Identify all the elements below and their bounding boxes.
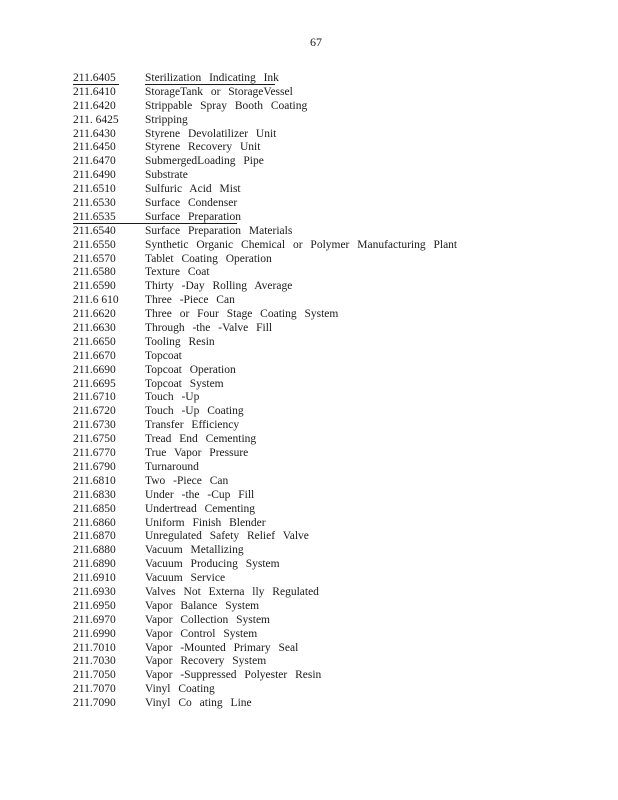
section-code: 211.6630 [73, 322, 116, 335]
list-item [73, 280, 593, 294]
section-code: 211.6580 [73, 266, 116, 279]
list-item [73, 447, 593, 461]
section-code: 211.6410 [73, 85, 116, 98]
section-code: 211.6695 [73, 377, 116, 390]
list-item [73, 391, 593, 405]
defined-term: Synthetic Organic Chemical or Polymer Manufacturing Plant [145, 238, 458, 251]
defined-term: Styrene Devolatilizer Unit [145, 127, 277, 140]
list-item [73, 405, 593, 419]
section-code: 211.6770 [73, 447, 116, 460]
section-code: 211.6710 [73, 391, 116, 404]
list-item [73, 489, 593, 503]
defined-term: True Vapor Pressure [145, 447, 249, 460]
list-item [73, 183, 593, 197]
list-item [73, 308, 593, 322]
list-item [73, 544, 593, 558]
section-code: 211.6620 [73, 308, 116, 321]
list-item [73, 572, 593, 586]
list-item [73, 239, 593, 253]
list-item [73, 378, 593, 392]
list-item [73, 253, 593, 267]
list-item [73, 655, 593, 669]
list-item [73, 336, 593, 350]
defined-term: Thirty -Day Rolling Average [145, 280, 293, 293]
defined-term: Touch -Up [145, 391, 200, 404]
section-code: 211.6510 [73, 183, 116, 196]
section-code: 211.6590 [73, 280, 116, 293]
defined-term: Tooling Resin [145, 335, 215, 348]
list-item [73, 350, 593, 364]
section-code: 211.6970 [73, 613, 116, 626]
section-code: 211.7050 [73, 669, 116, 682]
list-item [73, 475, 593, 489]
section-code: 211.7030 [73, 655, 116, 668]
section-code: 211.6550 [73, 238, 116, 251]
defined-term: Vapor Recovery System [145, 655, 267, 668]
defined-term: Vapor Balance System [145, 599, 260, 612]
section-code: 211.7090 [73, 697, 116, 710]
defined-term: Texture Coat [145, 266, 210, 279]
section-code: 211.6730 [73, 419, 116, 432]
defined-term: Surface Preparation Materials [145, 224, 293, 237]
section-code: 211.6530 [73, 197, 116, 210]
list-item [73, 433, 593, 447]
defined-term: Surface Preparation [145, 210, 242, 223]
section-code: 211.6880 [73, 544, 116, 557]
defined-term: Valves Not Externa lly Regulated [145, 585, 319, 598]
section-code: 211.6670 [73, 349, 116, 362]
defined-term: Uniform Finish Blender [145, 516, 266, 529]
section-code: 211.6535 [73, 210, 116, 223]
section-code: 211.6870 [73, 530, 116, 543]
defined-term: Vacuum Service [145, 572, 226, 585]
section-code: 211.6430 [73, 127, 116, 140]
list-item [73, 294, 593, 308]
list-item [73, 128, 593, 142]
defined-term: Tablet Coating Operation [145, 252, 272, 265]
defined-term: Topcoat [145, 349, 182, 362]
section-code: 211.6690 [73, 363, 116, 376]
list-item [73, 211, 593, 225]
defined-term: Surface Condenser [145, 197, 238, 210]
defined-term: Undertread Cementing [145, 502, 256, 515]
defined-term: Vapor -Suppressed Polyester Resin [145, 669, 322, 682]
section-code: 211.6720 [73, 405, 116, 418]
list-item [73, 225, 593, 239]
section-code: 211.6570 [73, 252, 116, 265]
section-code: 211.6860 [73, 516, 116, 529]
list-item [73, 169, 593, 183]
section-code: 211.6790 [73, 460, 116, 473]
defined-term: Vapor -Mounted Primary Seal [145, 641, 299, 654]
defined-term: SubmergedLoading Pipe [145, 155, 264, 168]
defined-term: Unregulated Safety Relief Valve [145, 530, 309, 543]
list-item [73, 600, 593, 614]
list-item [73, 461, 593, 475]
defined-term: Turnaround [145, 460, 199, 473]
page-number: 67 [310, 35, 322, 49]
defined-term: Three -Piece Can [145, 294, 235, 307]
defined-term: Vapor Control System [145, 627, 258, 640]
defined-term: Three or Four Stage Coating System [145, 308, 339, 321]
defined-term: Through -the -Valve Fill [145, 322, 273, 335]
list-item [73, 669, 593, 683]
section-code: 211.6950 [73, 599, 116, 612]
defined-term: Vapor Collection System [145, 613, 270, 626]
defined-term: Strippable Spray Booth Coating [145, 99, 308, 112]
defined-term: Styrene Recovery Unit [145, 141, 261, 154]
list-item [73, 503, 593, 517]
defined-term: Vacuum Producing System [145, 558, 280, 571]
section-code: 211.6420 [73, 99, 116, 112]
section-code: 211.6990 [73, 627, 116, 640]
defined-term: Tread End Cementing [145, 433, 257, 446]
list-item [73, 155, 593, 169]
section-code: 211. 6425 [73, 113, 119, 126]
section-code: 211.6910 [73, 572, 116, 585]
section-code: 211.6450 [73, 141, 116, 154]
defined-term: Topcoat Operation [145, 363, 236, 376]
defined-term: Substrate [145, 169, 188, 182]
list-item [73, 100, 593, 114]
section-code: 211.7070 [73, 683, 116, 696]
list-item [73, 141, 593, 155]
defined-term: Topcoat System [145, 377, 224, 390]
section-code: 211.6 610 [73, 294, 119, 307]
section-code: 211.6470 [73, 155, 116, 168]
list-item [73, 683, 593, 697]
defined-term: Two -Piece Can [145, 474, 229, 487]
section-code: 211.6650 [73, 335, 116, 348]
defined-term: Vacuum Metallizing [145, 544, 244, 557]
defined-term: Transfer Efficiency [145, 419, 240, 432]
list-item [73, 266, 593, 280]
list-item [73, 197, 593, 211]
list-item [73, 697, 593, 711]
section-code: 211.6830 [73, 488, 116, 501]
defined-term: Vinyl Co ating Line [145, 697, 252, 710]
section-code: 211.6405 [73, 72, 116, 84]
list-item [73, 364, 593, 378]
list-item [73, 72, 593, 86]
defined-term: Under -the -Cup Fill [145, 488, 255, 501]
list-item [73, 614, 593, 628]
list-item [73, 114, 593, 128]
defined-term: Vinyl Coating [145, 683, 215, 696]
list-item [73, 517, 593, 531]
section-code: 211.6850 [73, 502, 116, 515]
section-code: 211.6750 [73, 433, 116, 446]
defined-term: Touch -Up Coating [145, 405, 244, 418]
section-code: 211.6540 [73, 224, 116, 237]
list-item [73, 558, 593, 572]
defined-term: Stripping [145, 113, 188, 126]
list-item [73, 586, 593, 600]
list-item [73, 86, 593, 100]
defined-term: Sulfuric Acid Mist [145, 183, 241, 196]
section-code: 211.6490 [73, 169, 116, 182]
list-item [73, 628, 593, 642]
defined-term: StorageTank or StorageVessel [145, 85, 293, 98]
definition-index-list [73, 72, 593, 711]
section-code: 211.6810 [73, 474, 116, 487]
list-item [73, 322, 593, 336]
list-item [73, 419, 593, 433]
section-code: 211.6890 [73, 558, 116, 571]
defined-term: Sterilization Indicating Ink [145, 72, 279, 84]
section-code: 211.6930 [73, 585, 116, 598]
section-code: 211.7010 [73, 641, 116, 654]
list-item [73, 530, 593, 544]
list-item [73, 642, 593, 656]
